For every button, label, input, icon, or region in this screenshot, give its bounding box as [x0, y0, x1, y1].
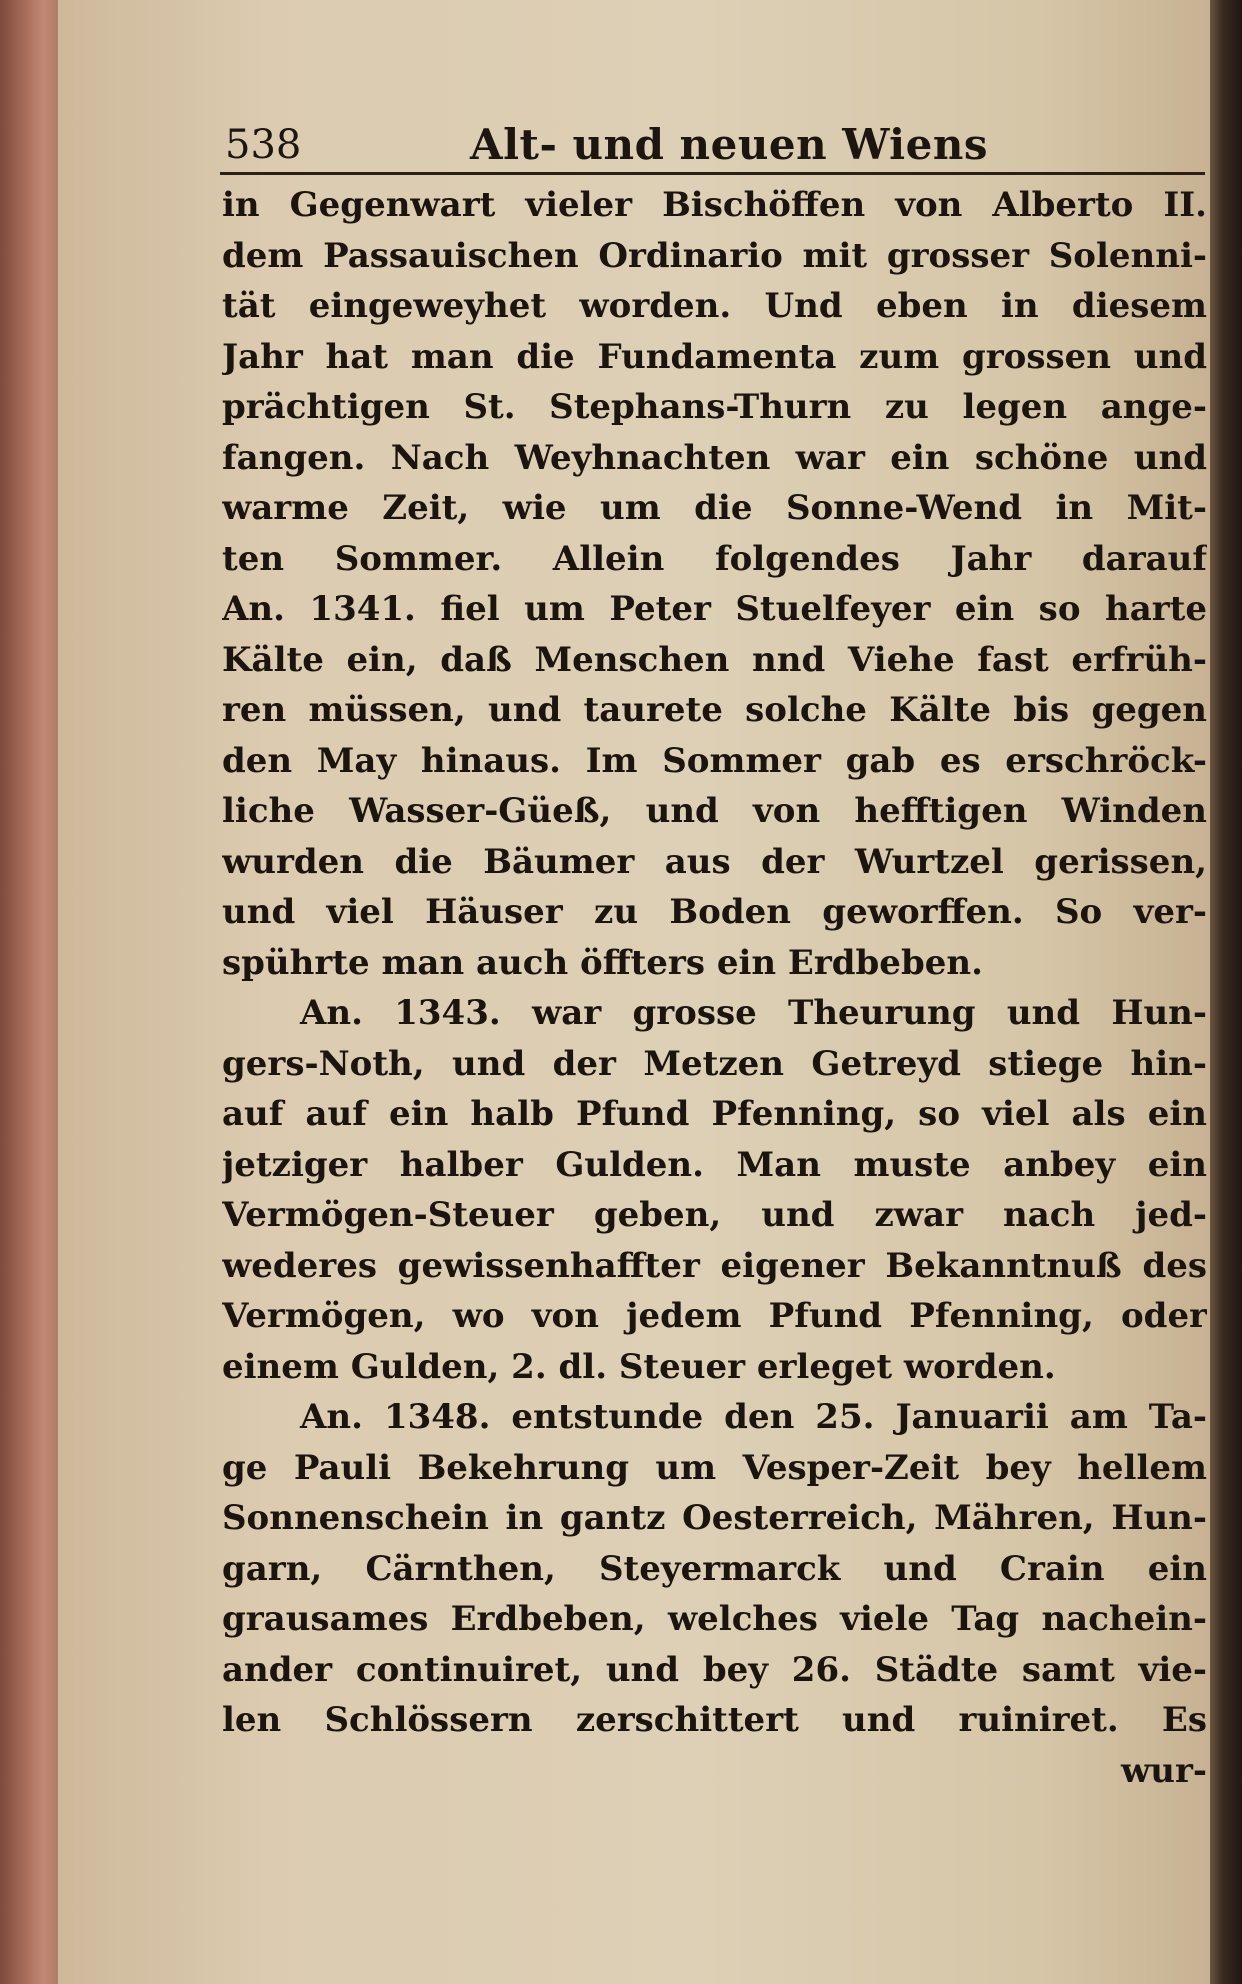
text-line: in Gegenwart vieler Bischöffen von Alberto II.	[222, 185, 1207, 225]
running-title: Alt- und neuen Wiens	[470, 120, 989, 169]
text-line: spührte man auch öffters ein Erdbeben.	[222, 942, 983, 983]
header-rule	[220, 172, 1205, 175]
text-line: An. 1341. fiel um Peter Stuelfeyer ein so harte	[222, 589, 1207, 629]
book-edge	[0, 0, 58, 1984]
text-line: Sonnenschein in gantz Oesterreich, Mähren, Hun-	[222, 1498, 1207, 1538]
text-line: ge Pauli Bekehrung um Vesper-Zeit bey hellem	[222, 1447, 1207, 1488]
text-line: auf auf ein halb Pfund Pfenning, so viel als ein	[222, 1094, 1207, 1134]
text-line: len Schlössern zerschittert und ruiniret. Es	[222, 1700, 1207, 1740]
text-line: liche Wasser-Güeß, und von hefftigen Winden	[222, 791, 1207, 831]
text-line: dem Passauischen Ordinario mit grosser Solenni-	[222, 235, 1207, 276]
text-line: fangen. Nach Weyhnachten war ein schöne und	[222, 437, 1207, 478]
text-line: wederes gewissenhaffter eigener Bekanntnuß des	[222, 1245, 1207, 1286]
page-header	[225, 120, 1205, 170]
text-line: Jahr hat man die Fundamenta zum grossen und	[222, 336, 1207, 377]
text-line: ander continuiret, und bey 26. Städte samt vie-	[222, 1649, 1207, 1690]
text-line: einem Gulden, 2. dl. Steuer erleget worden.	[222, 1346, 1056, 1387]
text-line: Kälte ein, daß Menschen nnd Viehe fast erfrüh-	[222, 639, 1207, 680]
text-line: An. 1343. war grosse Theurung und Hun-	[300, 993, 1207, 1033]
text-line: prächtigen St. Stephans-Thurn zu legen ange-	[222, 387, 1207, 427]
catchword: wur-	[1120, 1750, 1207, 1791]
text-line: ren müssen, und taurete solche Kälte bis gegen	[222, 690, 1207, 730]
text-line: Vermögen, wo von jedem Pfund Pfenning, oder	[222, 1296, 1207, 1336]
text-line: gers-Noth, und der Metzen Getreyd stiege hin-	[222, 1043, 1207, 1084]
text-line: tät eingeweyhet worden. Und eben in diesem	[222, 286, 1207, 326]
text-line: An. 1348. entstunde den 25. Januarii am Ta-	[300, 1397, 1207, 1437]
text-line: warme Zeit, wie um die Sonne-Wend in Mit-	[222, 488, 1207, 528]
text-body	[222, 180, 1207, 1796]
book-spine	[1210, 0, 1242, 1984]
page-number: 538	[225, 122, 302, 168]
text-line: ten Sommer. Allein folgendes Jahr darauf	[222, 538, 1207, 579]
text-line: und viel Häuser zu Boden geworffen. So ver-	[222, 892, 1207, 932]
text-line: garn, Cärnthen, Steyermarck und Crain ein	[222, 1548, 1207, 1589]
text-line: jetziger halber Gulden. Man muste anbey ein	[222, 1144, 1207, 1185]
text-line: wurden die Bäumer aus der Wurtzel gerissen,	[222, 841, 1207, 882]
text-line: den May hinaus. Im Sommer gab es erschröck-	[222, 740, 1207, 781]
text-line: Vermögen-Steuer geben, und zwar nach jed-	[222, 1195, 1207, 1235]
text-line: grausames Erdbeben, welches viele Tag nachein-	[222, 1599, 1207, 1639]
